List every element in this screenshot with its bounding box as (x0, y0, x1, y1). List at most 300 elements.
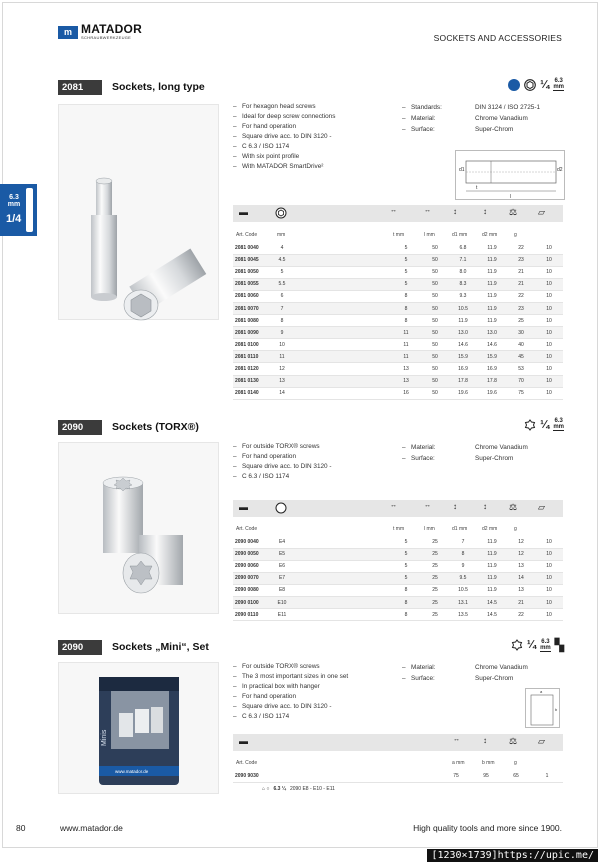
article-code: 2090 0110 (233, 609, 271, 621)
prop-key: – Material: (402, 113, 475, 124)
side-tab-drive: 1/4 (6, 213, 22, 225)
table-cell: 9 (449, 560, 477, 572)
footer-url-link[interactable]: www.matador.de (60, 823, 123, 833)
table-cell: 5 (391, 266, 421, 278)
quarter-drive-icon: ¼ (526, 639, 537, 651)
table-cell: 10 (535, 560, 563, 572)
table-cell: E6 (271, 560, 293, 572)
table-cell: 50 (421, 387, 449, 399)
packaging-box-icon: ▱ (538, 207, 545, 217)
table-cell: 13 (391, 375, 421, 387)
table-cell: 10 (535, 242, 563, 254)
table-cell: 53 (507, 363, 535, 375)
table-cell: 50 (421, 315, 449, 327)
unit-label: g (514, 232, 517, 238)
length-arrow-icon: ↔ (424, 502, 431, 509)
table-cell (293, 609, 391, 621)
spec-table-2090-mini-set (233, 770, 563, 783)
table-cell (293, 242, 391, 254)
table-cell: E11 (271, 609, 293, 621)
table-cell: 21 (507, 278, 535, 290)
weight-scale-icon: ⚖ (509, 502, 518, 512)
feature-item: – The 3 most important sizes in one set (233, 672, 348, 682)
weight-scale-icon: ⚖ (509, 736, 518, 746)
table-cell: E5 (271, 548, 293, 560)
table-cell (293, 596, 391, 608)
prop-key: – Material: (402, 442, 475, 453)
table-cell: 10 (535, 339, 563, 351)
article-code: 2081 0050 (233, 266, 271, 278)
feature-item: – For hand operation (233, 692, 348, 702)
article-code: 2090 0080 (233, 584, 271, 596)
table-cell: 11.9 (477, 302, 507, 314)
table-cell: 50 (421, 266, 449, 278)
table-cell: 5 (391, 242, 421, 254)
prop-value: Super-Chrom (475, 675, 514, 682)
table-cell: 22 (507, 242, 535, 254)
unit-label: d1 mm (452, 232, 468, 238)
table-cell: 13.5 (449, 609, 477, 621)
feature-item-cont: – C 6.3 / ISO 1174 (233, 142, 335, 152)
prop-value: Chrome Vanadium (475, 115, 528, 122)
table-cell: 8.0 (449, 266, 477, 278)
article-code: 2081 0120 (233, 363, 271, 375)
section-header-2090-torx (58, 420, 564, 436)
table-cell: 8 (449, 548, 477, 560)
table-cell: 5 (391, 572, 421, 584)
table-cell: 14.5 (477, 609, 507, 621)
unit-label: g (514, 760, 517, 766)
table-cell: 13.0 (477, 327, 507, 339)
feature-item: – For hand operation (233, 122, 335, 132)
feature-item: – With MATADOR SmartDrive² (233, 162, 335, 172)
table-cell: 5 (271, 266, 293, 278)
height-arrow-icon: ↕ (483, 736, 487, 745)
table-cell: 10 (535, 266, 563, 278)
table-cell (293, 548, 391, 560)
table-cell: 7 (271, 302, 293, 314)
image-watermark: [1230×1739]https://upic.me/ (427, 849, 598, 862)
packaging-box-icon: ▱ (538, 736, 545, 746)
unit-label: Art. Code (236, 526, 258, 532)
prop-key: – Standards: (402, 102, 475, 113)
prop-key: – Surface: (402, 453, 475, 464)
article-code: 2081 0140 (233, 387, 271, 399)
table-cell: 16.9 (477, 363, 507, 375)
table-cell (293, 584, 391, 596)
feature-item-cont: – C 6.3 / ISO 1174 (233, 472, 332, 482)
table-cell: 10 (535, 609, 563, 621)
table-row (233, 609, 563, 621)
table-cell (293, 327, 391, 339)
article-code: 2090 9030 (233, 770, 273, 782)
table-cell: 50 (421, 278, 449, 290)
table-cell: 13.1 (449, 596, 477, 608)
product-image-2090-torx (58, 442, 219, 614)
table-cell: 11.9 (477, 290, 507, 302)
wrench-icon (26, 188, 33, 232)
table-cell: 5 (391, 548, 421, 560)
diameter2-arrow-icon: ↕ (483, 502, 487, 511)
table-cell: 50 (421, 339, 449, 351)
prop-key: – Material: (402, 662, 475, 673)
width-arrow-icon: ↔ (453, 736, 460, 743)
table-cell: 25 (421, 596, 449, 608)
prop-value: Chrome Vanadium (475, 444, 528, 451)
table-row (233, 315, 563, 327)
prop-key: – Surface: (402, 124, 475, 135)
properties-2090-torx (402, 442, 528, 464)
unit-label: t mm (393, 232, 405, 238)
article-code: 2081 0060 (233, 290, 271, 302)
table-units-header (233, 760, 563, 770)
table-row (233, 770, 563, 782)
section-icons (511, 638, 564, 652)
logo-subtitle: SCHRAUBWERKZEUGE (81, 35, 132, 40)
table-row (233, 290, 563, 302)
table-cell: 15.9 (477, 351, 507, 363)
long-socket-illustration (59, 105, 220, 321)
drive-size-icon: 6.3 ¼ (273, 786, 286, 792)
table-cell: 7 (449, 536, 477, 548)
set-contents-note (262, 786, 335, 792)
quarter-drive-icon: ¼ (540, 418, 550, 431)
section-number: 2081 (58, 80, 102, 95)
hexagon-icon (524, 79, 536, 91)
package-label: Minis (101, 729, 108, 746)
socket-code-icon: ▬ (239, 207, 248, 217)
section-title: Sockets „Mini“, Set (112, 641, 209, 653)
table-cell: 5 (391, 254, 421, 266)
features-list-2090-torx (233, 442, 332, 482)
table-cell: 5 (391, 278, 421, 290)
table-cell: 70 (507, 375, 535, 387)
table-row (233, 596, 563, 608)
socket-icon: ⌂ ○ (262, 786, 270, 792)
table-icon-header (233, 205, 563, 222)
table-cell: 14.6 (477, 339, 507, 351)
table-cell (273, 770, 441, 782)
table-cell: 8 (391, 609, 421, 621)
product-image-2081 (58, 104, 219, 320)
table-cell: 12 (271, 363, 293, 375)
table-cell: 10 (535, 584, 563, 596)
table-cell: 50 (421, 351, 449, 363)
table-cell: 11.9 (477, 315, 507, 327)
table-cell: 5 (391, 560, 421, 572)
socket-code-icon: ▬ (239, 736, 248, 746)
table-row (233, 339, 563, 351)
table-cell: 30 (507, 327, 535, 339)
depth-arrow-icon: ↔ (390, 207, 397, 214)
svg-text:t: t (476, 185, 478, 191)
table-row (233, 266, 563, 278)
table-cell: 10 (535, 596, 563, 608)
logo-brand: MATADOR (81, 22, 142, 36)
table-cell (293, 363, 391, 375)
table-cell: 95 (471, 770, 501, 782)
table-cell: 11 (391, 339, 421, 351)
svg-text:b: b (555, 707, 558, 712)
table-cell (293, 572, 391, 584)
table-icon-header (233, 500, 563, 517)
table-cell: 16.9 (449, 363, 477, 375)
section-icons (524, 418, 564, 431)
table-cell (293, 315, 391, 327)
table-cell: E8 (271, 584, 293, 596)
table-cell: 10 (535, 254, 563, 266)
table-cell: 10 (535, 278, 563, 290)
table-cell: 10 (535, 315, 563, 327)
table-cell: 25 (421, 572, 449, 584)
article-code: 2090 0050 (233, 548, 271, 560)
unit-label: Art. Code (236, 232, 258, 238)
table-cell: 50 (421, 302, 449, 314)
torx-icon (511, 639, 523, 651)
table-cell: 14 (507, 572, 535, 584)
table-cell: E7 (271, 572, 293, 584)
unit-label: b mm (482, 760, 495, 766)
article-code: 2081 0045 (233, 254, 271, 266)
table-cell (293, 375, 391, 387)
table-cell: 10 (535, 536, 563, 548)
article-code: 2090 0070 (233, 572, 271, 584)
table-row (233, 278, 563, 290)
quarter-drive-icon: ¼ (540, 78, 550, 91)
feature-item: – For outside TORX® screws (233, 662, 348, 672)
table-cell: 8 (391, 302, 421, 314)
table-cell: 9.3 (449, 290, 477, 302)
article-code: 2090 0100 (233, 596, 271, 608)
features-list-2081 (233, 102, 335, 172)
table-cell: 22 (507, 609, 535, 621)
table-cell: 4 (271, 242, 293, 254)
table-cell: 13 (271, 375, 293, 387)
table-cell: 10 (535, 548, 563, 560)
table-cell: 11.9 (449, 315, 477, 327)
size-6-3-mm-icon: 6.3 mm (553, 418, 564, 430)
table-cell: E10 (271, 596, 293, 608)
package-url: www.matador.de (115, 769, 149, 774)
unit-label: g (514, 526, 517, 532)
table-cell: 11.9 (477, 584, 507, 596)
feature-item-cont: – C 6.3 / ISO 1174 (233, 712, 348, 722)
spec-table-2090-torx (233, 536, 563, 621)
table-cell: 7.1 (449, 254, 477, 266)
unit-label: a mm (452, 760, 465, 766)
prop-value: Super-Chrom (475, 455, 514, 462)
feature-item: – Square drive acc. to DIN 3120 - (233, 702, 348, 712)
table-cell: 8 (391, 290, 421, 302)
article-code: 2081 0110 (233, 351, 271, 363)
table-row (233, 548, 563, 560)
article-code: 2081 0055 (233, 278, 271, 290)
table-cell: 50 (421, 290, 449, 302)
prop-value: Super-Chrom (475, 126, 514, 133)
prop-value: Chrome Vanadium (475, 664, 528, 671)
table-cell: 50 (421, 254, 449, 266)
table-cell: 8 (391, 584, 421, 596)
feature-item: – Ideal for deep screw connections (233, 112, 335, 122)
table-cell: 6.8 (449, 242, 477, 254)
table-cell: 25 (421, 609, 449, 621)
feature-item: – Square drive acc. to DIN 3120 - (233, 132, 335, 142)
table-cell: 11.9 (477, 536, 507, 548)
table-cell: 14 (271, 387, 293, 399)
table-cell: 10 (535, 302, 563, 314)
category-title: SOCKETS AND ACCESSORIES (433, 33, 562, 43)
torx-icon (275, 502, 287, 514)
table-cell: 14.5 (477, 596, 507, 608)
table-cell: 25 (507, 315, 535, 327)
table-cell: 16 (391, 387, 421, 399)
table-row (233, 302, 563, 314)
hanger-pack-icon: ▚ (554, 638, 564, 652)
table-cell: 19.6 (449, 387, 477, 399)
mini-set-package-illustration (59, 663, 220, 795)
table-cell: 50 (421, 363, 449, 375)
table-row (233, 572, 563, 584)
table-cell: 5 (391, 536, 421, 548)
properties-2090-mini-set (402, 662, 528, 684)
section-number: 2090 (58, 420, 102, 435)
table-cell: 9 (271, 327, 293, 339)
table-cell: 13 (507, 560, 535, 572)
smartdrive-icon (508, 79, 520, 91)
table-cell: 10 (535, 351, 563, 363)
table-cell: 10 (535, 387, 563, 399)
drive-size-tab (0, 184, 37, 236)
svg-text:l: l (510, 194, 512, 200)
depth-arrow-icon: ↔ (390, 502, 397, 509)
table-cell (293, 254, 391, 266)
table-cell: E4 (271, 536, 293, 548)
article-code: 2090 0060 (233, 560, 271, 572)
table-cell: 21 (507, 266, 535, 278)
properties-2081 (402, 102, 540, 135)
table-cell: 12 (507, 548, 535, 560)
section-icons (508, 78, 564, 91)
feature-item: – Square drive acc. to DIN 3120 - (233, 462, 332, 472)
table-cell (293, 266, 391, 278)
feature-item: – For hand operation (233, 452, 332, 462)
table-cell: 10 (535, 327, 563, 339)
hexagon-icon (275, 207, 287, 219)
table-cell: 10 (271, 339, 293, 351)
article-code: 2081 0130 (233, 375, 271, 387)
table-cell: 25 (421, 536, 449, 548)
article-code: 2081 0040 (233, 242, 271, 254)
diameter1-arrow-icon: ↕ (453, 207, 457, 216)
spec-table-2081 (233, 242, 563, 400)
svg-text:a: a (540, 689, 543, 694)
unit-label: l mm (424, 526, 435, 532)
table-row (233, 363, 563, 375)
table-cell: 19.6 (477, 387, 507, 399)
table-cell: 6 (271, 290, 293, 302)
table-cell: 45 (507, 351, 535, 363)
table-cell: 17.8 (449, 375, 477, 387)
table-cell: 14.6 (449, 339, 477, 351)
article-code: 2081 0070 (233, 302, 271, 314)
article-code: 2090 0040 (233, 536, 271, 548)
table-row (233, 351, 563, 363)
table-cell: 11.9 (477, 254, 507, 266)
table-cell: 50 (421, 242, 449, 254)
dimension-diagram-2081 (455, 150, 565, 200)
unit-label: t mm (393, 526, 405, 532)
package-outline-drawing (526, 689, 561, 729)
section-title: Sockets, long type (112, 81, 205, 93)
socket-code-icon: ▬ (239, 502, 248, 512)
table-cell: 13 (507, 584, 535, 596)
torx-icon (524, 419, 536, 431)
table-cell: 11 (391, 327, 421, 339)
table-cell: 11.9 (477, 548, 507, 560)
unit-label: d2 mm (482, 232, 498, 238)
length-arrow-icon: ↔ (424, 207, 431, 214)
size-6-3-mm-icon: 6.3 mm (553, 78, 564, 90)
table-row (233, 536, 563, 548)
table-cell: 10 (535, 363, 563, 375)
prop-key: – Surface: (402, 673, 475, 684)
table-icon-header (233, 734, 563, 751)
article-code: 2081 0080 (233, 315, 271, 327)
table-row (233, 387, 563, 399)
table-cell: 40 (507, 339, 535, 351)
table-cell (293, 387, 391, 399)
unit-label: Art. Code (236, 760, 258, 766)
table-cell: 11.9 (477, 242, 507, 254)
table-cell: 8 (271, 315, 293, 327)
side-tab-size: 6.3 mm (7, 194, 21, 208)
table-cell: 25 (421, 560, 449, 572)
table-units-header (233, 232, 563, 242)
table-cell: 15.9 (449, 351, 477, 363)
socket-dimension-drawing (456, 151, 566, 201)
section-number: 2090 (58, 640, 102, 655)
feature-item: – In practical box with hanger (233, 682, 348, 692)
table-cell: 11 (271, 351, 293, 363)
table-cell: 50 (421, 375, 449, 387)
article-code: 2081 0090 (233, 327, 271, 339)
table-cell (293, 560, 391, 572)
table-cell: 50 (421, 327, 449, 339)
section-header-2090-mini-set (58, 640, 564, 656)
unit-label: l mm (424, 232, 435, 238)
table-row (233, 375, 563, 387)
table-cell: 11 (391, 351, 421, 363)
unit-label: d1 mm (452, 526, 468, 532)
page-number: 80 (16, 823, 26, 833)
diameter1-arrow-icon: ↕ (453, 502, 457, 511)
table-cell: 8 (391, 596, 421, 608)
section-title: Sockets (TORX®) (112, 421, 199, 433)
table-row (233, 242, 563, 254)
table-cell: 9.5 (449, 572, 477, 584)
table-cell: 5.5 (271, 278, 293, 290)
table-cell: 65 (501, 770, 531, 782)
diameter2-arrow-icon: ↕ (483, 207, 487, 216)
table-cell: 75 (507, 387, 535, 399)
svg-text:d2: d2 (557, 167, 563, 173)
set-contents-text: 2090 E8 - E10 - E11 (289, 786, 335, 792)
table-cell: 8.3 (449, 278, 477, 290)
table-cell (293, 302, 391, 314)
table-cell: 13 (391, 363, 421, 375)
table-cell: 10 (535, 572, 563, 584)
package-dimension-diagram (525, 688, 560, 728)
